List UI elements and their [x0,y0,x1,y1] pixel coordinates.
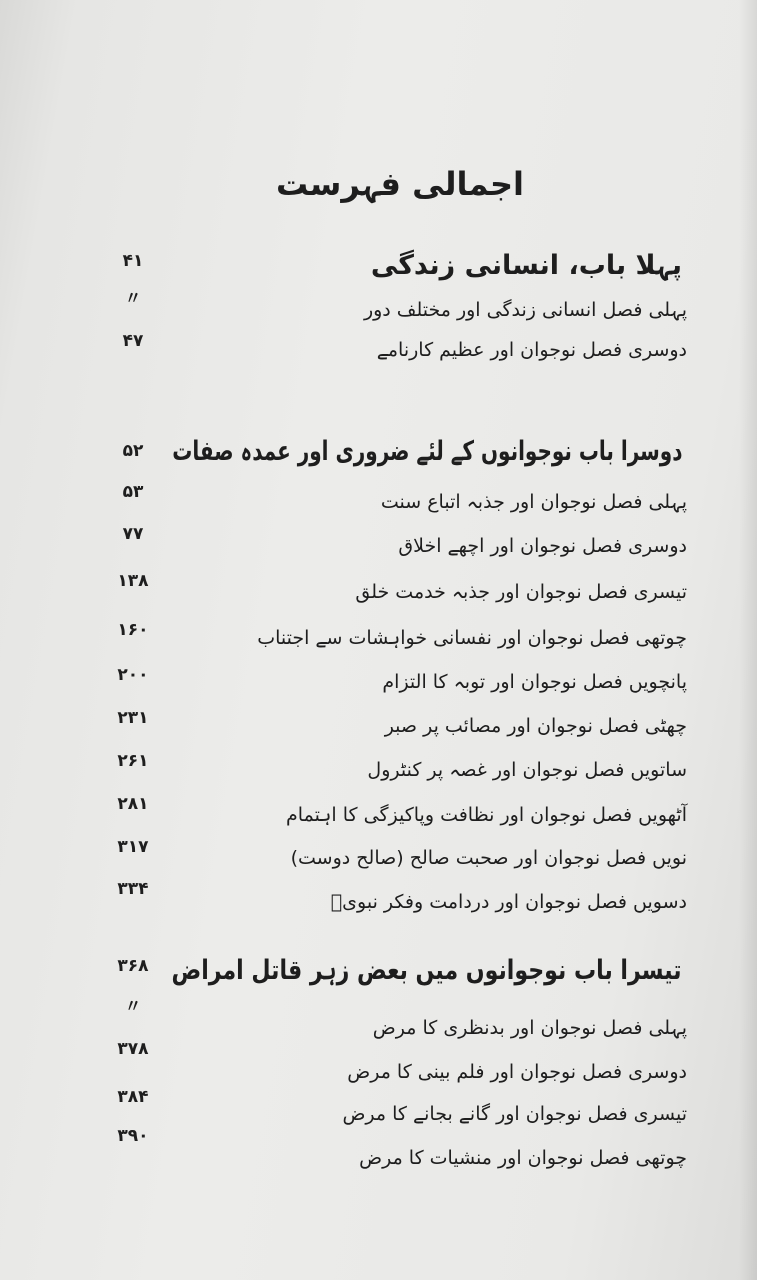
toc-chapter: پہلا باب، انسانی زندگی [370,250,682,281]
toc-page-number: ۲۸۱ [117,794,149,814]
toc-section: دوسری فصل نوجوان اور عظیم کارنامے [376,339,687,361]
toc-section: دوسری فصل نوجوان اور فلم بینی کا مرض [347,1061,687,1083]
toc-page-number: ۷۷ [122,524,144,544]
toc-page-number: ۴۷ [122,331,144,351]
toc-section: پہلی فصل نوجوان اور جذبہ اتباع سنت [380,491,687,513]
toc-page-number: ۳۹۰ [117,1126,149,1146]
toc-page-number: ۳۳۴ [117,879,149,899]
toc-section: دوسری فصل نوجوان اور اچھے اخلاق [398,535,687,557]
toc-page-number: ۱۳۸ [117,571,149,591]
toc-page-number: ۳۶۸ [117,956,149,976]
toc-page-number: ۳۷۸ [117,1039,149,1059]
toc-page-number: ۲۳۱ [117,708,149,728]
toc-page-number: ۳۱۷ [117,837,149,857]
toc-page-number: ۲۰۰ [117,665,149,685]
toc-page-number: ۵۲ [122,441,144,461]
toc-page-number: ۵۳ [122,482,144,502]
toc-section: پہلی فصل نوجوان اور بدنظری کا مرض [372,1017,687,1039]
toc-section: چوتھی فصل نوجوان اور منشیات کا مرض [359,1147,687,1169]
toc-page-number: ۴۱ [122,251,144,271]
toc-page-number: ۳۸۴ [117,1087,149,1107]
toc-section: ساتویں فصل نوجوان اور غصہ پر کنٹرول [367,759,687,781]
toc-page-number: 〃 [124,997,142,1017]
toc-section: آٹھویں فصل نوجوان اور نظافت وپاکیزگی کا اہتمام [286,804,687,826]
page-title: اجمالی فہرست [276,165,524,203]
toc-page-number: 〃 [124,289,142,309]
toc-section: تیسری فصل نوجوان اور جذبہ خدمت خلق [355,581,687,603]
toc-chapter: تیسرا باب نوجوانوں میں بعض زہر قاتل امراض [171,955,682,986]
toc-chapter: دوسرا باب نوجوانوں کے لئے ضروری اور عمدہ صفات [171,436,682,467]
toc-section: پہلی فصل انسانی زندگی اور مختلف دور [363,299,687,321]
toc-section: نویں فصل نوجوان اور صحبت صالح (صالح دوست) [290,847,687,869]
toc-section: دسویں فصل نوجوان اور دردامت وفکر نبویؐ [330,891,687,913]
toc-section: چھٹی فصل نوجوان اور مصائب پر صبر [384,715,687,737]
toc-section: پانچویں فصل نوجوان اور توبہ کا التزام [382,671,687,693]
toc-section: تیسری فصل نوجوان اور گانے بجانے کا مرض [342,1103,687,1125]
toc-page-number: ۲۶۱ [117,751,149,771]
toc-section: چوتھی فصل نوجوان اور نفسانی خواہشات سے اجتناب [257,627,687,649]
toc-page-number: ۱۶۰ [117,620,149,640]
